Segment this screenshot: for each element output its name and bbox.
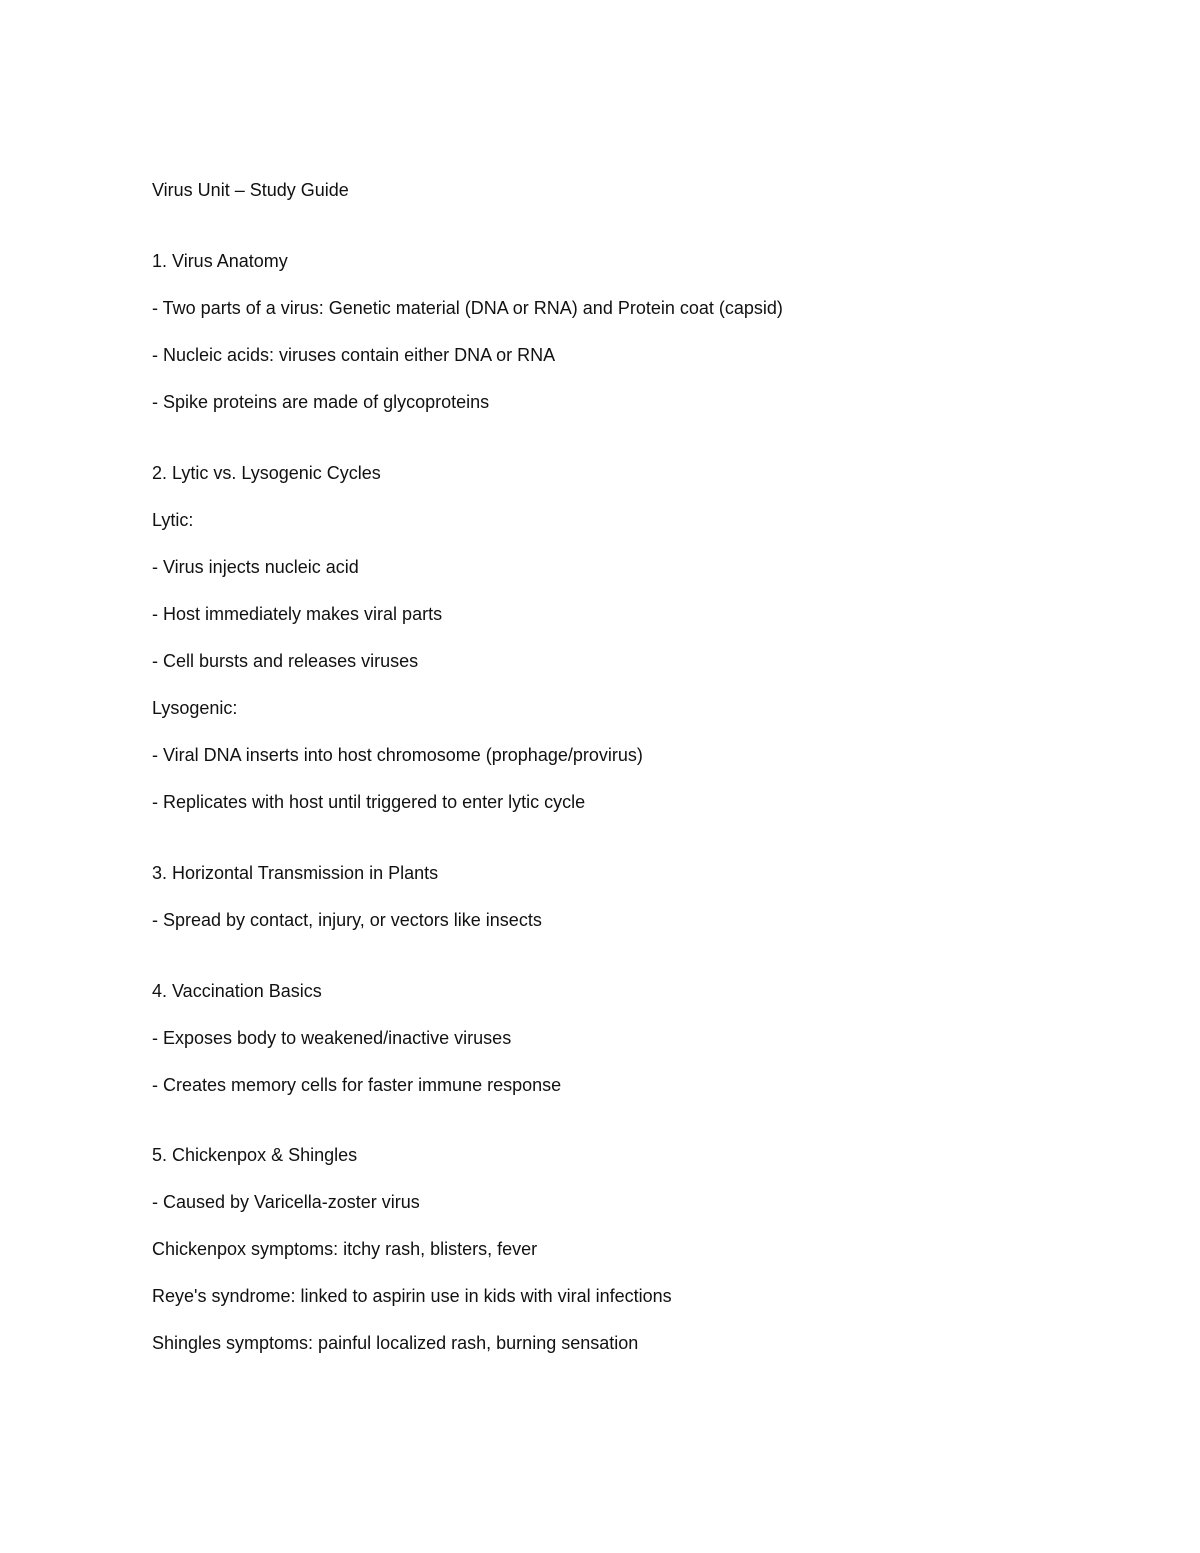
- section-line: - Caused by Varicella-zoster virus: [152, 1192, 420, 1212]
- section-heading: 5. Chickenpox & Shingles: [152, 1145, 358, 1165]
- section-line: - Virus injects nucleic acid: [152, 557, 359, 577]
- section-line: - Spread by contact, injury, or vectors like insects: [152, 910, 542, 930]
- section-line: Reye's syndrome: linked to aspirin use in kids with viral infections: [152, 1286, 672, 1306]
- section-line: - Two parts of a virus: Genetic material (DNA or RNA) and Protein coat (capsid): [152, 298, 783, 318]
- section-line: - Replicates with host until triggered to enter lytic cycle: [152, 792, 586, 812]
- section-line: Chickenpox symptoms: itchy rash, blisters, fever: [152, 1239, 538, 1259]
- section-line: - Spike proteins are made of glycoproteins: [152, 392, 490, 412]
- section-heading: 3. Horizontal Transmission in Plants: [152, 863, 439, 883]
- section-line: - Exposes body to weakened/inactive viruses: [152, 1028, 512, 1048]
- section-line: - Cell bursts and releases viruses: [152, 651, 419, 671]
- document-title: Virus Unit – Study Guide: [152, 180, 349, 200]
- section-line: Shingles symptoms: painful localized rash, burning sensation: [152, 1333, 639, 1353]
- section-line: - Host immediately makes viral parts: [152, 604, 443, 624]
- section-heading: 1. Virus Anatomy: [152, 251, 288, 271]
- subsection-label: Lytic:: [152, 510, 194, 530]
- section-line: - Nucleic acids: viruses contain either DNA or RNA: [152, 345, 556, 365]
- section-line: - Viral DNA inserts into host chromosome (prophage/provirus): [152, 745, 643, 765]
- section-line: - Creates memory cells for faster immune response: [152, 1075, 562, 1095]
- subsection-label: Lysogenic:: [152, 698, 238, 718]
- section-heading: 4. Vaccination Basics: [152, 981, 322, 1001]
- section-heading: 2. Lytic vs. Lysogenic Cycles: [152, 463, 381, 483]
